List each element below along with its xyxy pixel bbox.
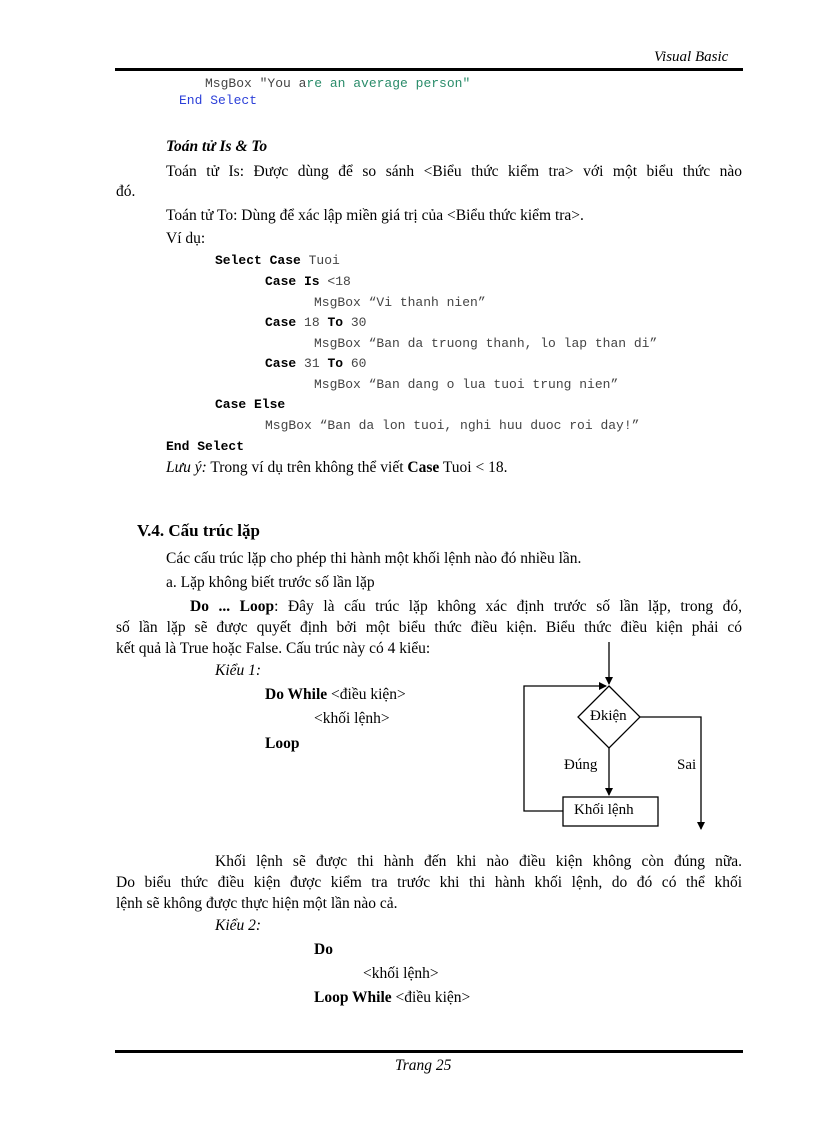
process-label: Khối lệnh <box>574 802 634 818</box>
code-end-select: End Select <box>179 93 258 108</box>
after-para-line3: lệnh sẽ không được thực hiện một lần nào cả. <box>116 895 398 912</box>
loop-intro: Các cấu trúc lặp cho phép thi hành một khối lệnh nào đó nhiều lần. <box>166 550 582 567</box>
decision-label: Đkiện <box>590 708 627 724</box>
code-line-select-case: Select Case Tuoi <box>215 253 340 268</box>
code-line-case-31-60: Case 31 To 60 <box>265 356 367 371</box>
kieu1-block: <khối lệnh> <box>314 710 390 727</box>
page-number: Trang 25 <box>395 1057 452 1074</box>
footer-rule <box>115 1050 743 1053</box>
do-loop-line3: kết quả là True hoặc False. Cấu trúc này có 4 kiểu: <box>116 640 431 657</box>
code-line-msgbox-1: MsgBox “Vi thanh nien” <box>314 295 486 310</box>
section-heading-loop: V.4. Cấu trúc lặp <box>137 521 260 540</box>
code-line-msgbox-2: MsgBox “Ban da truong thanh, lo lap than di” <box>314 336 658 351</box>
kieu1-do-while: Do While <điều kiện> <box>265 686 406 703</box>
kieu2-label: Kiểu 2: <box>215 917 262 934</box>
to-paragraph: Toán tử To: Dùng để xác lập miền giá trị của <Biểu thức kiểm tra>. <box>166 207 584 224</box>
kieu1-loop: Loop <box>265 735 300 752</box>
section-heading-is-to: Toán tử Is & To <box>166 138 268 155</box>
do-loop-line1: Do ... Loop: Đây là cấu trúc lặp không xác định trước số lần lặp, trong đó, <box>190 598 742 615</box>
code-msgbox-line: MsgBox "You are an average person" <box>205 76 471 91</box>
header-rule <box>115 68 743 71</box>
after-para-line1: Khối lệnh sẽ được thi hành đến khi nào điều kiện không còn đúng nữa. <box>215 853 742 870</box>
note-line: Lưu ý: Trong ví dụ trên không thể viết Case Tuoi < 18. <box>166 459 508 476</box>
kieu2-do: Do <box>314 941 333 958</box>
kieu1-label: Kiểu 1: <box>215 662 262 679</box>
code-line-case-18-30: Case 18 To 30 <box>265 315 367 330</box>
code-line-end-select: End Select <box>166 439 245 454</box>
true-label: Đúng <box>564 757 598 773</box>
false-label: Sai <box>677 757 697 773</box>
code-line-msgbox-3: MsgBox “Ban dang o lua tuoi trung nien” <box>314 377 619 392</box>
do-loop-line2: số lần lặp sẽ được quyết định bởi một biểu thức điều kiện. Biểu thức điều kiện phải có <box>116 619 742 636</box>
after-para-line2: Do biểu thức điều kiện được kiểm tra trước khi thi hành khối lệnh, do đó có thể khối <box>116 874 742 891</box>
is-paragraph-line2: đó. <box>116 183 136 200</box>
code-line-case-else: Case Else <box>215 397 286 412</box>
kieu2-loop-while: Loop While <điều kiện> <box>314 989 471 1006</box>
is-paragraph-line1: Toán tử Is: Được dùng để so sánh <Biểu thức kiểm tra> với một biểu thức nào <box>166 163 742 180</box>
kieu2-block: <khối lệnh> <box>363 965 439 982</box>
loop-item-a: a. Lặp không biết trước số lần lặp <box>166 574 375 591</box>
code-line-msgbox-4: MsgBox “Ban da lon tuoi, nghi huu duoc roi day!” <box>265 418 640 433</box>
header-title: Visual Basic <box>654 49 729 65</box>
example-label: Ví dụ: <box>166 230 206 247</box>
code-line-case-is: Case Is <18 <box>265 274 351 289</box>
